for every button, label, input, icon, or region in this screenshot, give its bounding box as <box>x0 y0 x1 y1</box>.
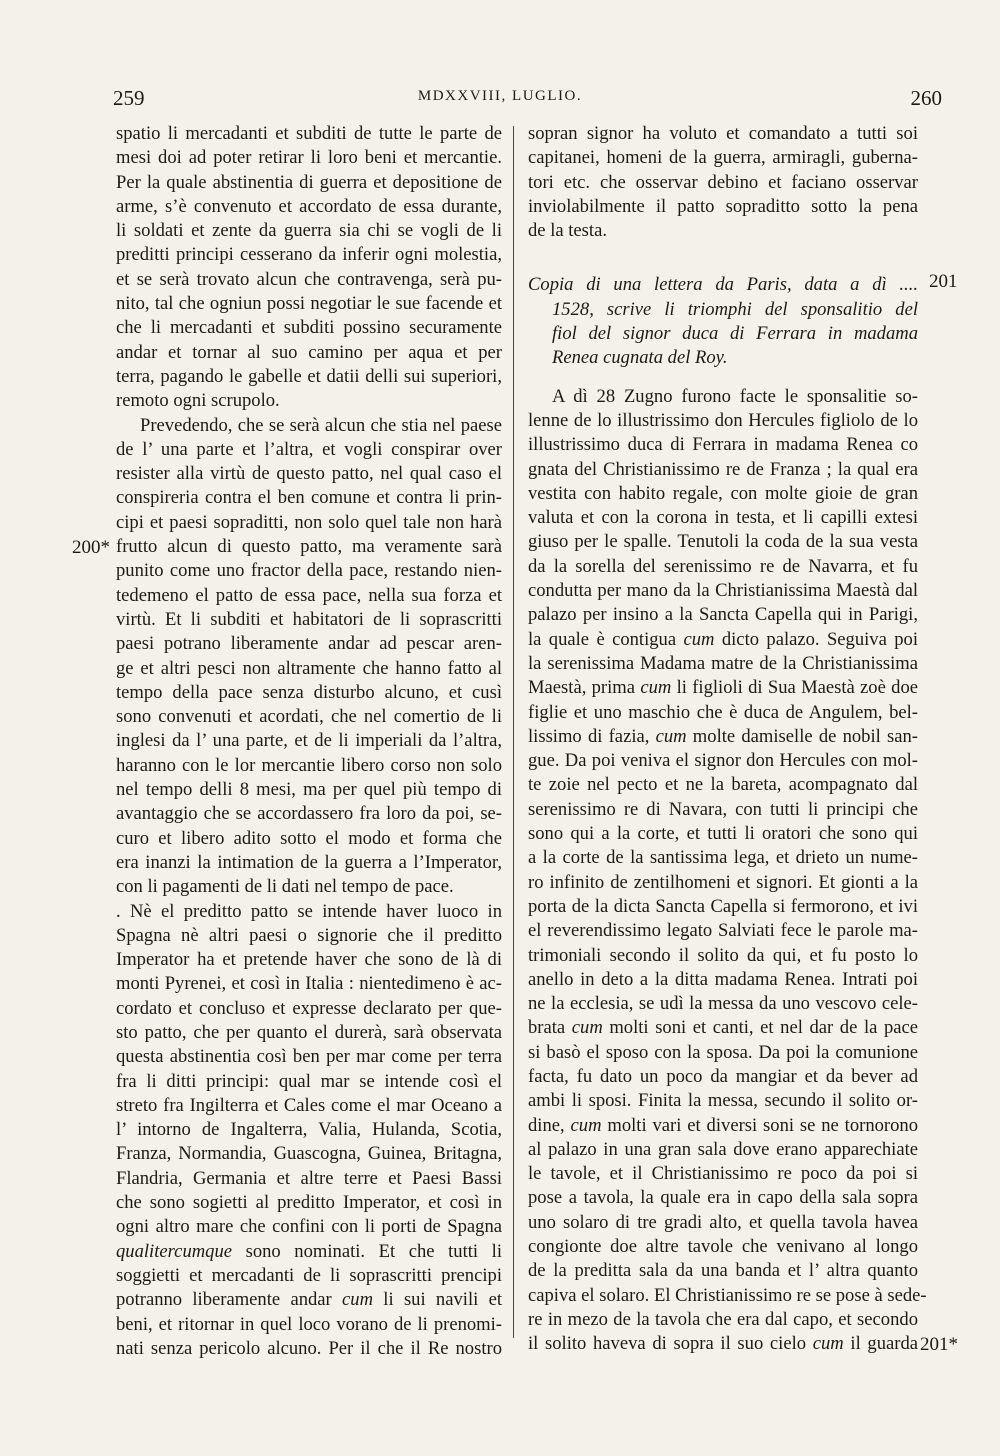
text-line: sopran signor ha voluto et comandato a tutti soi <box>528 123 918 144</box>
text-line: Imperator ha et pretende haver che sono de là di <box>116 949 502 971</box>
text-line: andar et tornar al suo camino per aqua et per <box>116 341 502 363</box>
column-divider <box>513 126 514 1338</box>
text-run: lissimo di fazia, <box>528 725 656 747</box>
spacer <box>528 371 918 385</box>
text-line: l’ intorno de Ingalterra, Valia, Hulanda, Scotia, <box>116 1119 502 1141</box>
text-line: Spagna nè altri paesi o signorie che il preditto <box>116 924 502 946</box>
text-line: capiva el solaro. El Christianissimo re se pose à sede- <box>528 1284 927 1306</box>
text-line: fiol del signor duca di Ferrara in madama <box>552 323 918 345</box>
text-line: gue. Da poi veniva el signor don Hercules con mol- <box>528 750 918 772</box>
text-line <box>528 628 918 652</box>
text-line: che sono sogietti al preditto Imperator, et così in <box>116 1192 502 1214</box>
paragraph <box>116 414 502 900</box>
text-line: porta de la dicta Sancta Capella si fermorono, et ivi <box>528 895 918 917</box>
text-line: punito come uno fractor della pace, restando nien- <box>116 560 502 582</box>
text-line: al palazo in una gran sala dove erano apparechiate <box>528 1138 918 1160</box>
page-number-left: 259 <box>113 86 145 110</box>
text-line: anello in deto a la ditta madama Renea. Intrati poi <box>528 968 918 990</box>
text-run: molti soni et canti, et nel dar de la pace <box>602 1017 919 1039</box>
text-run: Maestà, prima <box>528 677 641 699</box>
text-line: soggietti et mercadanti de li soprascritti prencipi <box>116 1264 502 1286</box>
text-line: frutto alcun di questo patto, ma veramente sarà <box>116 536 502 558</box>
text-line: paesi potrano liberamente andar ad pescar aren- <box>116 633 502 655</box>
text-line: trimoniali secondo il solito da qui, et fu posto lo <box>528 944 918 966</box>
text-line: monti Pyrenei, et così in Italia : nientedimeno è ac- <box>116 973 502 995</box>
text-line: A dì 28 Zugno furono facte le sponsalitie so- <box>552 385 918 407</box>
text-line: sto patto, che per quanto el durerà, sarà observata <box>116 1021 502 1043</box>
text-run: potranno liberamente andar <box>116 1289 343 1311</box>
text-line: haranno con le lor mercantie libero corso non solo <box>116 754 502 776</box>
text-line: Prevedendo, che se serà alcun che stia nel paese <box>140 414 502 436</box>
text-line: de l’ una parte et l’altra, et vogli conspirar over <box>116 438 502 460</box>
text-run: li figlioli di Sua Maestà zoè doe <box>671 677 918 699</box>
text-line <box>116 1240 502 1264</box>
text-line: de la testa. <box>528 220 607 242</box>
text-line: era inanzi la intimation de la guerra a l’Imperator, <box>116 851 502 873</box>
text-line: remoto ogni scrupolo. <box>116 390 280 412</box>
text-line: pose a tavola, la quale era in capo della sala sopra <box>528 1187 918 1209</box>
text-line: sono convenuti et acordati, che nel comertio de li <box>116 706 502 728</box>
italic-word: cum <box>812 1333 844 1355</box>
text-line: nati senza pericolo alcuno. Per il che il Re nostro <box>116 1337 502 1359</box>
text-line: et se serà trovato alcun che contravenga, serà pu- <box>116 268 502 290</box>
text-line: re in mezo de la tavola che era dal capo, et secondo <box>528 1308 918 1330</box>
text-line <box>116 1288 502 1312</box>
text-line: arme, s’è convenuto et accordato de essa durante, <box>116 195 502 217</box>
text-line <box>528 1114 918 1138</box>
italic-word: cum <box>683 628 715 650</box>
text-line: inviolabilmente il patto sopraditto sotto la pena <box>528 195 918 217</box>
text-line: streto fra Ingilterra et Cales come el mar Oceano a <box>116 1094 502 1116</box>
left-column <box>116 122 502 1361</box>
text-line: le tavole, et il Christianissimo re poco da poi si <box>528 1163 918 1185</box>
text-line: conspireria contra el ben comune et contra li prin- <box>116 487 502 509</box>
text-line: questa abstinentia così ben per mar come per terra <box>116 1046 502 1068</box>
text-run: brata <box>528 1017 572 1039</box>
italic-word: cum <box>570 1114 602 1136</box>
text-line: tori etc. che osservar debino et faciano osservar <box>528 171 918 193</box>
text-run: li sui navili et <box>373 1289 502 1311</box>
section-heading <box>528 273 918 370</box>
text-line: terra, pagando le gabelle et datii delli sui superiori, <box>116 365 502 387</box>
text-line <box>528 1016 918 1040</box>
text-line: che li mercadanti et subditi possino securamente <box>116 317 502 339</box>
right-column <box>528 122 927 1357</box>
margin-note-201-star: 201* <box>920 1334 958 1355</box>
text-line: a la corte de la santissima lega, et drieto un nume- <box>528 847 918 869</box>
text-line: el reverendissimo legato Salviati fece le parole ma- <box>528 920 918 942</box>
text-run: dicto palazo. Seguiva poi <box>714 628 918 650</box>
text-line: Per la quale abstinentia di guerra et depositione de <box>116 171 502 193</box>
text-run: molte damiselle de nobil san- <box>686 725 919 747</box>
spacer <box>528 243 918 273</box>
text-run: la quale è contigua <box>528 628 684 650</box>
text-line: fra li ditti principi: qual mar se intende così el <box>116 1070 502 1092</box>
text-line: congionte doe altre tavole che venivano al longo <box>528 1236 918 1258</box>
text-line: figlie et uno maschio che è duca de Angulem, bel- <box>528 701 918 723</box>
text-line: mesi doi ad poter retirar li loro beni et mercantie. <box>116 147 502 169</box>
text-line: giuso per le spalle. Tenutoli la coda de la sua vesta <box>528 531 918 553</box>
text-line: Copia di una lettera da Paris, data a dì .... <box>528 274 918 296</box>
page-number-right: 260 <box>910 86 942 110</box>
margin-note-201: 201 <box>929 271 958 292</box>
text-line: beni, et ritornar in quel loco vorano de li prenomi- <box>116 1313 502 1335</box>
text-line: serenissimo re di Navara, con tutti li principi che <box>528 798 918 820</box>
paragraph <box>116 122 502 414</box>
text-line: tempo della pace senza disturbo alcuno, et cusì <box>116 681 502 703</box>
text-run: il solito haveva di sopra il suo cielo <box>528 1333 813 1355</box>
text-line: li soldati et zente da guerra sia chi se vogli de li <box>116 220 502 242</box>
paragraph <box>528 122 918 243</box>
italic-word: cum <box>640 677 672 699</box>
text-line: illustrissimo duca di Ferrara in madama Renea co <box>528 434 918 456</box>
text-line: vestita con habito regale, con molte gioie de gran <box>528 482 918 504</box>
italic-word: cum <box>342 1289 374 1311</box>
text-line: curo et libero adito sotto el modo et forma che <box>116 827 502 849</box>
text-line: ge et altri pesci non altramente che hanno fatto al <box>116 657 502 679</box>
text-line: te zoie nel pecto et ne la bareta, acompagnato dal <box>528 774 918 796</box>
text-line: resister alla virtù de questo patto, nel qual caso el <box>116 463 502 485</box>
text-line: si basò el sposo con la sposa. Da poi la comunione <box>528 1041 918 1063</box>
text-line: palazo per insino a la Sancta Capella qui in Parigi, <box>528 604 918 626</box>
text-line: condutta per mano da la Christianissima Maestà dal <box>528 580 918 602</box>
italic-word: cum <box>655 725 687 747</box>
text-line: facta, fu dato un poco da mangiar et da bever ad <box>528 1065 918 1087</box>
text-line: ogni altro mare che confini con li porti de Spagna <box>116 1216 502 1238</box>
text-line: cordato et concluso et expresse declarato per que- <box>116 997 502 1019</box>
text-line: virtù. Et li subditi et habitatori de li soprascritti <box>116 608 502 630</box>
text-run: molti vari et diversi soni se ne tornorono <box>601 1114 918 1136</box>
text-line: avantaggio che se accordassero fra loro da poi, se- <box>116 803 502 825</box>
text-run: sono nominati. Et che tutti li <box>232 1240 502 1262</box>
text-line: cipi et paesi sopraditti, non solo quel tale non harà <box>116 511 502 533</box>
text-line: de la preditta sala da una banda et l’ altra quanto <box>528 1260 918 1282</box>
text-line: Flandria, Germania et altre terre et Paesi Bassi <box>116 1167 502 1189</box>
text-line: preditti principi cesserano da inferir ogni molestia, <box>116 244 502 266</box>
margin-note-200: 200* <box>72 537 110 558</box>
text-line: nito, tal che ogniun possi negotiar le sue facende et <box>116 293 502 315</box>
italic-word: cum <box>571 1017 603 1039</box>
text-line: con li pagamenti de li dati nel tempo de pace. <box>116 876 454 898</box>
running-title: MDXXVIII, LUGLIO. <box>417 88 583 104</box>
text-line <box>528 1332 918 1356</box>
text-line: tedemeno el patto de essa pace, nella sua forza et <box>116 584 502 606</box>
text-line: nel tempo delli 8 mesi, ma per quel più tempo di <box>116 779 502 801</box>
text-line: capitanei, homeni de la guerra, armiragli, guberna- <box>528 147 918 169</box>
paragraph <box>528 385 927 1357</box>
text-line <box>528 676 918 700</box>
text-line: 1528, scrive li triomphi del sponsalitio del <box>552 298 918 320</box>
text-line: ambi li sposi. Finita la messa, secundo il solito or- <box>528 1090 918 1112</box>
text-line: Renea cugnata del Roy. <box>552 347 728 369</box>
text-line: uno solaro di tre gradi alto, et quella tavola havea <box>528 1211 918 1233</box>
text-line: la serenissima Madama matre de la Christianissima <box>528 652 918 674</box>
text-line: da la sorella del serenissimo re de Navarra, et fu <box>528 555 918 577</box>
text-line: gnata del Christianissimo re de Franza ; la qual era <box>528 458 918 480</box>
text-line: ne la ecclesia, se udì la messa da uno vescovo cele- <box>528 993 918 1015</box>
text-line: inglesi da l’ una parte, et de li imperiali da l’altra, <box>116 730 502 752</box>
text-line <box>528 725 918 749</box>
text-line: valuta et con la corona in testa, et li capilli extesi <box>528 507 918 529</box>
text-line: spatio li mercadanti et subditi de tutte le parte de <box>116 123 502 144</box>
page-header <box>0 86 1000 112</box>
text-line: lenne de lo illustrissimo don Hercules figliolo de lo <box>528 409 918 431</box>
text-line: Franza, Normandia, Guascogna, Guinea, Britagna, <box>116 1143 502 1165</box>
italic-word: qualitercumque <box>116 1240 233 1262</box>
text-run: dine, <box>528 1114 571 1136</box>
text-run: il guarda <box>843 1333 919 1355</box>
text-line: ro infinito de zentilhomeni et signori. Et gionti a la <box>528 871 918 893</box>
text-line: sono qui a la corte, et tutti li oratori che sono qui <box>528 823 918 845</box>
paragraph <box>116 900 502 1362</box>
text-line: . Nè el preditto patto se intende haver luoco in <box>116 900 502 922</box>
